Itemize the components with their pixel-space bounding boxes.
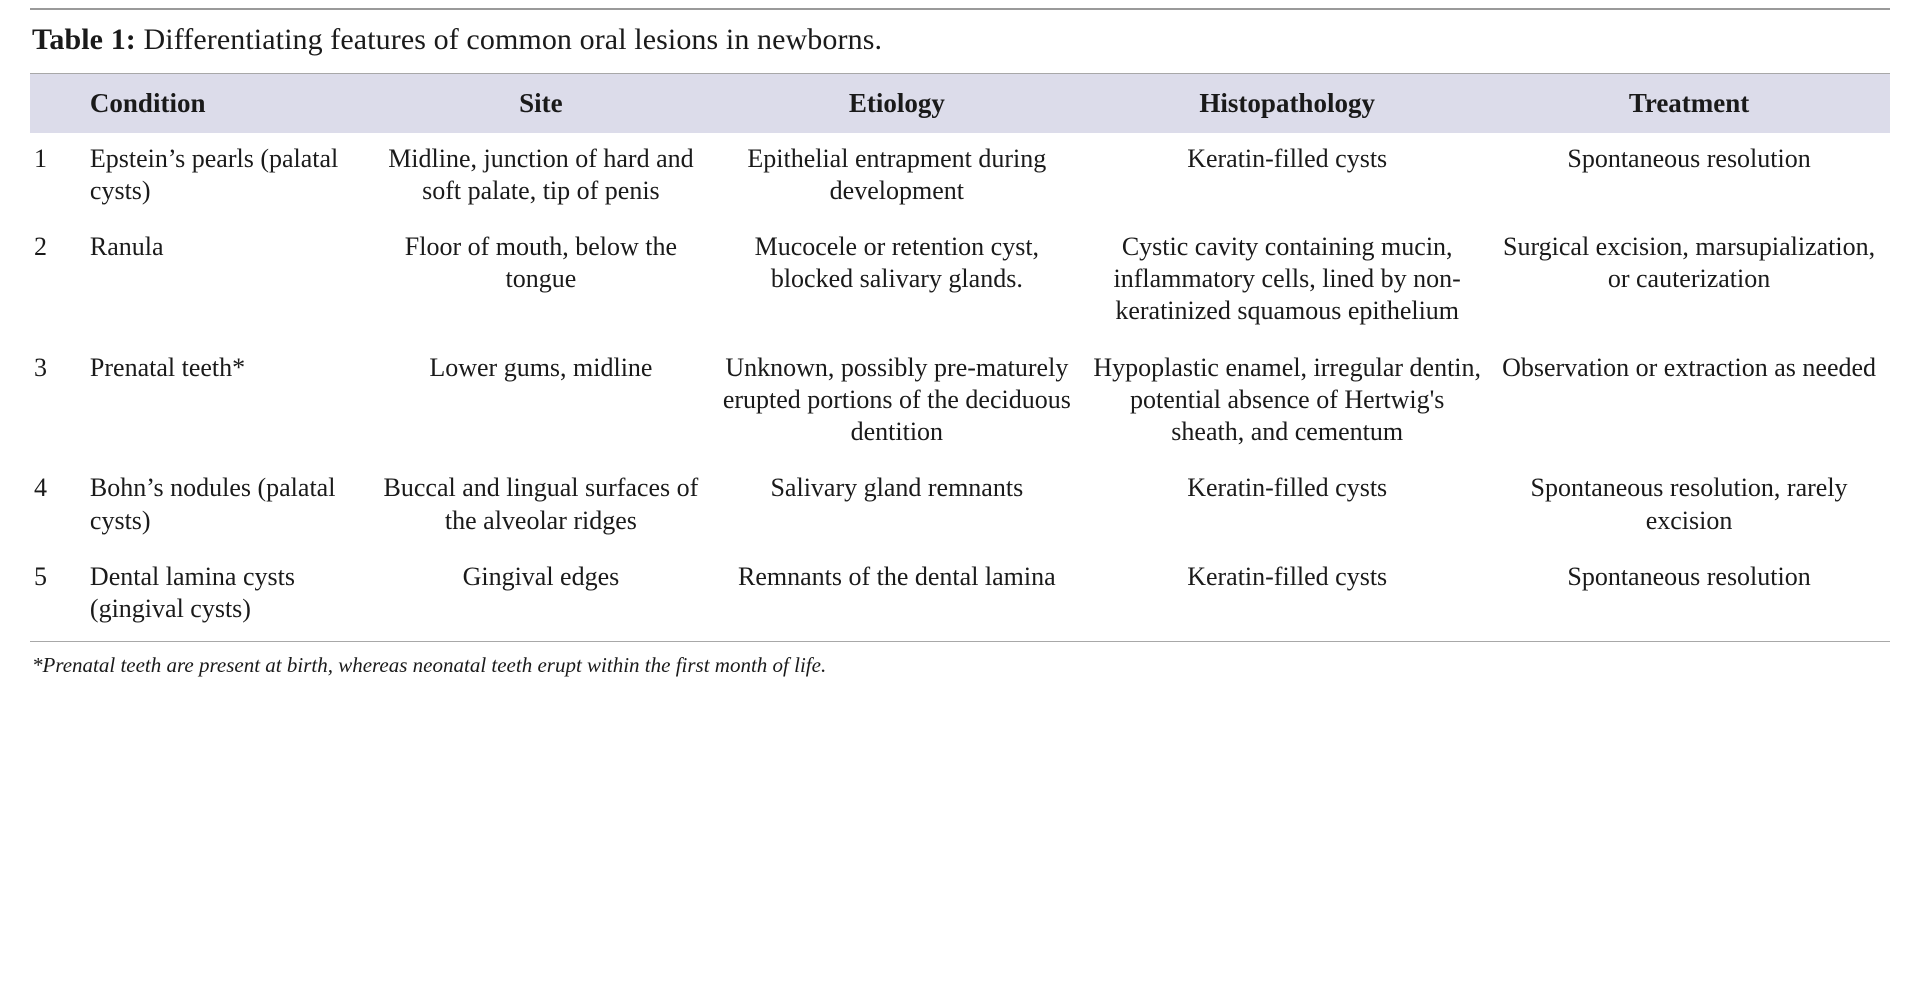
- cell-number: 2: [34, 231, 47, 261]
- cell-number: 5: [34, 561, 47, 591]
- header-number: [30, 74, 76, 133]
- cell-treatment: Spontaneous resolution, rarely excision: [1530, 473, 1848, 535]
- cell-histopathology: Cystic cavity containing mucin, inflammatory cells, lined by non-keratinized squamous epithelium: [1113, 231, 1461, 326]
- cell-number: 1: [34, 143, 47, 173]
- cell-treatment: Observation or extraction as needed: [1502, 352, 1877, 382]
- cell-treatment: Spontaneous resolution: [1567, 143, 1811, 173]
- cell-treatment: Spontaneous resolution: [1567, 561, 1811, 591]
- page-spacer: [30, 680, 1890, 1003]
- cell-site: Midline, junction of hard and soft palate, tip of penis: [388, 143, 694, 205]
- table-row: [30, 133, 1890, 221]
- table-caption: [30, 10, 1890, 73]
- cell-condition: Bohn’s nodules (palatal cysts): [89, 473, 336, 535]
- table-row: [30, 221, 1890, 342]
- table-row: [30, 342, 1890, 463]
- cell-number: 4: [34, 473, 47, 503]
- cell-condition: Epstein’s pearls (palatal cysts): [89, 143, 339, 205]
- cell-site: Buccal and lingual surfaces of the alveolar ridges: [383, 473, 699, 535]
- table-footnote: *Prenatal teeth are present at birth, whereas neonatal teeth erupt within the first month of life.: [32, 653, 827, 678]
- header-treatment: Treatment: [1488, 74, 1890, 133]
- table-row: [30, 462, 1890, 550]
- cell-number: 3: [34, 352, 47, 382]
- header-row: [30, 74, 1890, 133]
- cell-etiology: Unknown, possibly pre-maturely erupted portions of the deciduous dentition: [722, 352, 1071, 447]
- table-header: [30, 74, 1890, 133]
- cell-etiology: Remnants of the dental lamina: [737, 561, 1056, 591]
- caption-text: Differentiating features of common oral lesions in newborns.: [135, 23, 883, 56]
- cell-etiology: Salivary gland remnants: [770, 473, 1024, 503]
- header-site: Site: [374, 74, 707, 133]
- table-row: [30, 551, 1890, 639]
- header-etiology: Etiology: [707, 74, 1086, 133]
- cell-site: Gingival edges: [462, 561, 620, 591]
- cell-etiology: Epithelial entrapment during development: [747, 143, 1047, 205]
- cell-histopathology: Keratin-filled cysts: [1187, 473, 1388, 503]
- cell-condition: Dental lamina cysts (gingival cysts): [89, 561, 295, 624]
- cell-treatment: Surgical excision, marsupialization, or cauterization: [1503, 231, 1876, 294]
- cell-histopathology: Keratin-filled cysts: [1187, 143, 1388, 173]
- table-body: [30, 133, 1890, 640]
- cell-etiology: Mucocele or retention cyst, blocked salivary glands.: [754, 231, 1040, 294]
- cell-histopathology: Keratin-filled cysts: [1187, 561, 1388, 591]
- caption-label: Table 1:: [32, 23, 136, 56]
- cell-site: Floor of mouth, below the tongue: [404, 231, 678, 294]
- cell-condition: Ranula: [89, 231, 164, 261]
- cell-condition: Prenatal teeth*: [89, 352, 246, 382]
- cell-histopathology: Hypoplastic enamel, irregular dentin, potential absence of Hertwig's sheath, and cementum: [1093, 352, 1482, 447]
- header-histopathology: Histopathology: [1086, 74, 1488, 133]
- cell-site: Lower gums, midline: [429, 352, 653, 382]
- header-condition: Condition: [76, 74, 375, 133]
- lesions-table: [30, 74, 1890, 640]
